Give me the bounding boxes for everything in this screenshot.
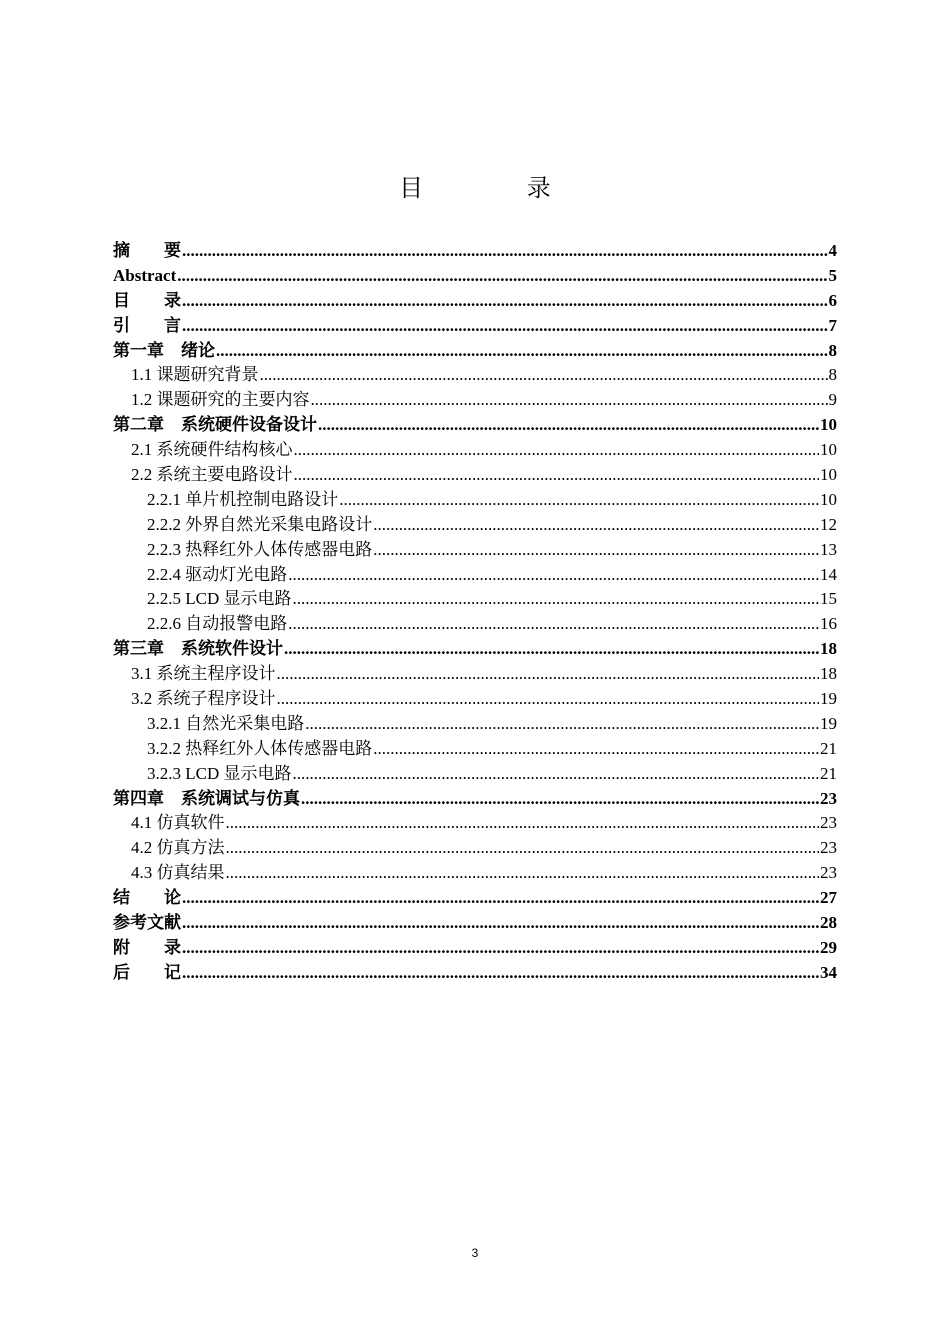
toc-entry-title: 1.2 课题研究的主要内容 [131,390,310,410]
page-title: 目 录 [399,174,599,202]
toc-entry-page: 10 [820,440,837,460]
toc-entry-page: 10 [820,415,837,435]
toc-leader-dots [339,488,819,513]
toc-entry-page: 6 [828,290,837,310]
toc-entry-page: 29 [820,937,837,957]
page-number: 3 [471,1246,479,1260]
toc-entry-page: 10 [820,489,837,509]
toc-leader-dots [277,687,820,712]
toc-entry-title: 第三章 系统软件设计 [113,639,283,659]
toc-leader-dots [318,413,819,438]
toc-leader-dots [226,861,820,886]
toc-entry[interactable] [113,662,837,687]
toc-entry-page: 21 [820,738,837,758]
toc-leader-dots [226,836,820,861]
toc-leader-dots [288,612,819,637]
toc-entry-page: 7 [828,315,837,335]
toc-entry[interactable] [113,961,837,986]
toc-entry[interactable] [113,712,837,737]
toc-entry-title: 3.2 系统子程序设计 [131,689,276,709]
toc-leader-dots [293,587,820,612]
toc-entry-page: 8 [828,365,837,385]
table-of-contents [113,239,837,986]
toc-entry[interactable] [113,388,837,413]
toc-entry-page: 12 [820,514,837,534]
toc-entry-page: 8 [828,340,837,360]
toc-entry[interactable] [113,687,837,712]
toc-entry-page: 16 [820,614,837,634]
toc-entry-page: 13 [820,539,837,559]
toc-entry-title: 引 言 [113,315,181,335]
toc-entry-title: 2.2.4 驱动灯光电路 [147,564,288,584]
toc-leader-dots [294,438,820,463]
toc-entry[interactable] [113,737,837,762]
toc-entry-title: 后 记 [113,962,181,982]
toc-leader-dots [226,811,820,836]
toc-entry-title: 4.1 仿真软件 [131,813,225,833]
toc-entry-title: 3.1 系统主程序设计 [131,664,276,684]
toc-entry[interactable] [113,911,837,936]
toc-entry[interactable] [113,239,837,264]
toc-entry-title: Abstract [113,265,177,285]
toc-entry-page: 19 [820,713,837,733]
toc-entry[interactable] [113,886,837,911]
toc-entry-title: 2.2.5 LCD 显示电路 [147,589,292,609]
toc-leader-dots [182,239,828,264]
toc-entry[interactable] [113,314,837,339]
toc-entry[interactable] [113,836,837,861]
toc-entry[interactable] [113,363,837,388]
toc-entry[interactable] [113,587,837,612]
toc-entry-title: 摘 要 [113,241,181,260]
toc-entry-title: 结 论 [113,888,181,908]
toc-entry-page: 18 [820,639,837,659]
toc-entry-title: 2.2.1 单片机控制电路设计 [147,489,339,509]
toc-leader-dots [373,538,819,563]
toc-leader-dots [305,712,819,737]
toc-entry[interactable] [113,339,837,364]
toc-leader-dots [260,363,828,388]
toc-entry-title: 目 录 [113,290,181,310]
toc-leader-dots [293,762,820,787]
toc-leader-dots [373,737,819,762]
toc-entry-page: 15 [820,589,837,609]
toc-entry-page: 5 [828,265,837,285]
toc-leader-dots [182,911,819,936]
toc-entry-title: 2.2.6 自动报警电路 [147,614,288,634]
toc-leader-dots [182,289,828,314]
toc-entry[interactable] [113,488,837,513]
toc-leader-dots [182,936,819,961]
toc-leader-dots [182,314,828,339]
toc-entry[interactable] [113,438,837,463]
toc-leader-dots [216,339,828,364]
toc-entry[interactable] [113,936,837,961]
toc-entry-page: 18 [820,664,837,684]
toc-entry-page: 23 [820,788,837,808]
toc-entry[interactable] [113,563,837,588]
toc-entry-title: 第一章 绪论 [113,340,215,360]
toc-entry-title: 3.2.2 热释红外人体传感器电路 [147,738,373,758]
toc-entry-page: 4 [828,241,837,260]
toc-entry-page: 23 [820,863,837,883]
toc-leader-dots [301,787,819,812]
toc-entry-title: 4.3 仿真结果 [131,863,225,883]
toc-entry-title: 2.2 系统主要电路设计 [131,465,293,485]
toc-leader-dots [182,886,819,911]
toc-entry-page: 14 [820,564,837,584]
toc-entry[interactable] [113,811,837,836]
toc-entry-title: 第四章 系统调试与仿真 [113,788,300,808]
toc-leader-dots [277,662,820,687]
toc-entry[interactable] [113,289,837,314]
toc-leader-dots [177,264,827,289]
toc-entry-title: 1.1 课题研究背景 [131,365,259,385]
toc-entry[interactable] [113,264,837,289]
toc-entry[interactable] [113,861,837,886]
toc-entry-title: 第二章 系统硬件设备设计 [113,415,317,435]
toc-entry-title: 附 录 [113,937,181,957]
toc-entry[interactable] [113,463,837,488]
toc-entry[interactable] [113,413,837,438]
toc-entry-page: 34 [820,962,837,982]
toc-entry-page: 23 [820,838,837,858]
toc-entry[interactable] [113,612,837,637]
toc-leader-dots [311,388,828,413]
toc-entry-title: 3.2.1 自然光采集电路 [147,713,305,733]
toc-entry-page: 19 [820,689,837,709]
toc-entry-title: 3.2.3 LCD 显示电路 [147,763,292,783]
toc-entry[interactable] [113,762,837,787]
toc-entry[interactable] [113,637,837,662]
toc-entry-page: 28 [820,913,837,933]
toc-entry-title: 参考文献 [113,913,181,933]
toc-leader-dots [294,463,820,488]
toc-entry-page: 9 [828,390,837,410]
toc-leader-dots [288,563,819,588]
toc-entry-page: 21 [820,763,837,783]
toc-entry[interactable] [113,513,837,538]
toc-entry-title: 2.2.2 外界自然光采集电路设计 [147,514,373,534]
toc-entry-page: 27 [820,888,837,908]
toc-entry-title: 2.1 系统硬件结构核心 [131,440,293,460]
toc-entry-title: 2.2.3 热释红外人体传感器电路 [147,539,373,559]
toc-entry-page: 23 [820,813,837,833]
toc-entry[interactable] [113,787,837,812]
toc-entry-title: 4.2 仿真方法 [131,838,225,858]
toc-leader-dots [284,637,819,662]
toc-leader-dots [182,961,819,986]
toc-entry-page: 10 [820,465,837,485]
toc-entry[interactable] [113,538,837,563]
toc-leader-dots [373,513,819,538]
